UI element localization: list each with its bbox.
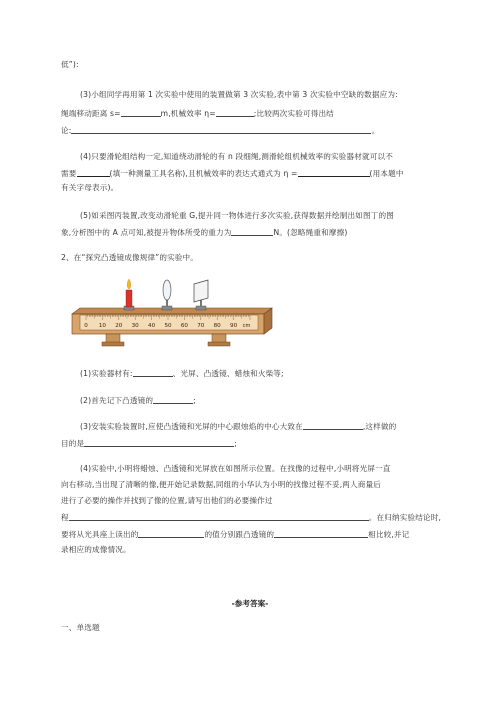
optical-bench-diagram xyxy=(66,276,286,361)
problem-2-q4-line-2: 向右移动,当出现了清晰的像,便开始记录数据,同组的小华认为小明的找像过程不妥,两人商量后 xyxy=(61,480,382,489)
light-screen-icon xyxy=(194,280,208,310)
blank-gravity[interactable] xyxy=(231,227,273,236)
blank-compare[interactable] xyxy=(274,529,368,538)
question-4-blanks-line: 需要 (填一种测量工具名称),且机械效率的表达式通式为 η = (用本题中 xyxy=(61,169,404,178)
blank-efficiency[interactable] xyxy=(216,108,254,117)
ruler-tick-label: 90 xyxy=(230,323,238,329)
blank-distance[interactable] xyxy=(121,108,161,117)
text-line: 低”): xyxy=(61,60,79,69)
bench-leg-left xyxy=(106,334,120,343)
blank-reading[interactable] xyxy=(138,529,204,538)
blank-tool[interactable] xyxy=(77,168,110,177)
ruler-tick-label: 10 xyxy=(98,323,106,329)
problem-2-q4-line-6: 录相应的成像情况。 xyxy=(61,545,131,554)
blank-purpose[interactable] xyxy=(84,438,234,447)
question-3-conclusion-line: 论: 。 xyxy=(61,126,380,135)
blank-equipment[interactable] xyxy=(133,368,173,377)
problem-2-q4-line-5: 要将从光具座上读出的 的值分别跟凸透镜的 相比较,并记 xyxy=(61,530,410,539)
ruler-tick-label: 50 xyxy=(164,323,172,329)
answer-section-title: -参考答案- xyxy=(231,599,269,608)
ruler-tick-label: 60 xyxy=(180,323,188,329)
question-5-blanks-line: 象,分析图中的 A 点可知,被提升物体所受的重力为 N。(忽略绳重和摩擦) xyxy=(61,228,348,237)
question-4-note-line: 有关字母表示)。 xyxy=(61,183,119,192)
problem-2-q4-line-4: 程 。在归纳实验结论时, xyxy=(61,513,442,522)
ruler-tick-label: 0 xyxy=(84,323,88,329)
ruler-unit-label: cm xyxy=(242,323,251,329)
ruler-tick-label: 40 xyxy=(148,323,156,329)
blank-height[interactable] xyxy=(303,421,363,430)
blank-focal-length[interactable] xyxy=(153,395,193,404)
question-3-line: (3)小组同学再用第 1 次实验中使用的装置做第 3 次实验,表中第 3 次实验中空缺的数据应为: xyxy=(80,90,398,99)
problem-2-q4-line-3: 进行了必要的操作并找到了像的位置,请写出他们的必要操作过 xyxy=(61,496,273,505)
bench-foot-left xyxy=(102,342,124,346)
candle-icon xyxy=(124,279,134,310)
section-single-choice: 一、单选题 xyxy=(61,623,100,632)
problem-2-q1-line: (1)实验器材有: 、光屏、凸透镜、蜡烛和火柴等; xyxy=(80,369,284,378)
question-3-blanks-line: 绳端移动距离 s= m,机械效率 η= ;比较两次实验可得出结 xyxy=(61,109,334,118)
convex-lens-icon xyxy=(162,280,172,310)
blank-formula[interactable] xyxy=(298,168,370,177)
problem-2-q4-line-1: (4)实验中,小明将蜡烛、凸透镜和光屏放在如图所示位置。在找像的过程中,小明将光屏一直 xyxy=(80,464,391,473)
ruler-tick-label: 80 xyxy=(213,323,221,329)
bench-foot-right xyxy=(208,342,230,346)
problem-2-title: 2、在“探究凸透镜成像规律”的实验中。 xyxy=(61,253,199,262)
ruler-tick-label: 70 xyxy=(197,323,205,329)
blank-operation[interactable] xyxy=(69,512,369,521)
problem-2-q3-line: (3)安装实验装置时,应使凸透镜和光屏的中心跟烛焰的中心大致在 ,这样做的 xyxy=(80,422,397,431)
question-5-line: (5)如采图丙装置,改变动滑轮重 G,提升同一物体进行多次实验,获得数据并绘制出如图丁的图 xyxy=(80,211,395,220)
ruler-tick-label: 30 xyxy=(131,323,139,329)
blank-conclusion[interactable] xyxy=(71,125,371,134)
question-4-line: (4)只要滑轮组结构一定,知道绕动滑轮的有 n 段细绳,测滑轮组机械效率的实验器材就可以不 xyxy=(80,152,393,161)
problem-2-q2-line: (2)首先记下凸透镜的 ; xyxy=(80,396,196,405)
ruler-tick-label: 20 xyxy=(115,323,123,329)
problem-2-q3-purpose-line: 目的是 ; xyxy=(61,439,237,448)
bench-leg-right xyxy=(212,334,226,343)
